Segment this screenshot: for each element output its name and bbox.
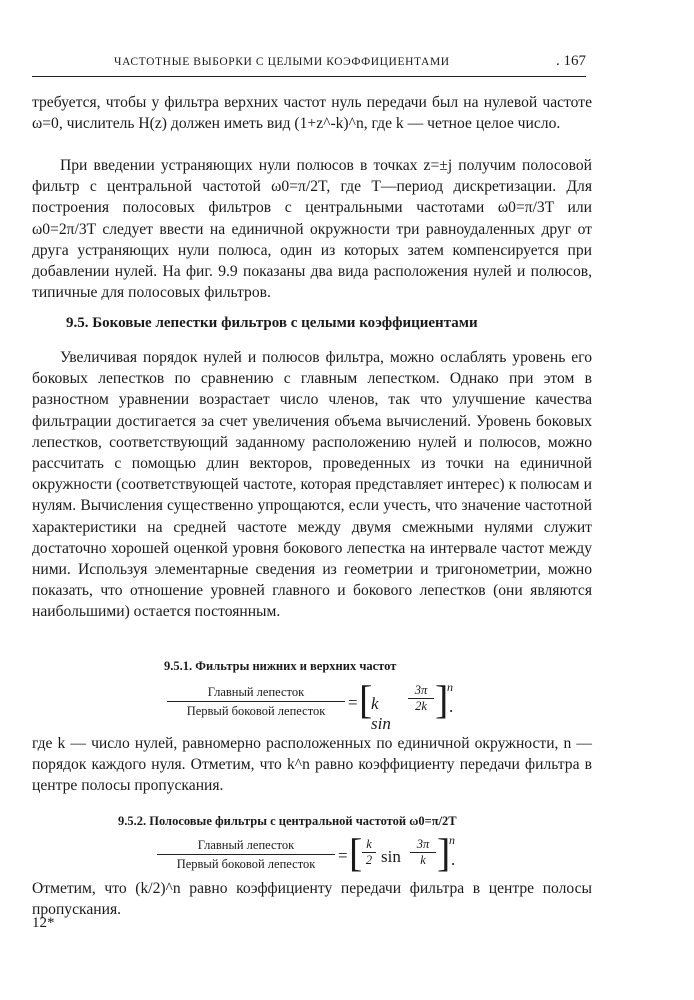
formula1-equals: = — [348, 693, 358, 712]
subsection-heading-bandpass: 9.5.2. Полосовые фильтры с центральной частотой ω0=π/2T — [118, 814, 457, 828]
subsection-heading-lowpass-highpass: 9.5.1. Фильтры нижних и верхних частот — [164, 659, 397, 673]
formula2-angle-den: k — [410, 852, 436, 868]
signature-mark: 12* — [32, 915, 55, 931]
formula2-period: . — [451, 850, 456, 869]
page-number: . 167 — [556, 53, 586, 69]
formula2-equals: = — [338, 846, 348, 865]
paragraph-bandpass-intro: При введении устраняющих нули полюсов в точках z=±j получим полосовой фильтр с центральной частотой ω0=π/2T, где T—период дискретизации. Для построения полосовых фильтров с центральными частотами ω0=π/3T или ω0=2π/3T следует ввести на единичной окружности три равноудаленных друг от друга устраняющих нули полюса, один из которых затем компенсируется при добавлении нулей. На фиг. 9.9 показаны два вида расположения нулей и полюсов, типичные для полосовых фильтров. — [32, 157, 592, 302]
formula1-numerator: Главный лепесток — [207, 685, 305, 699]
running-header — [32, 52, 586, 77]
formula1-ratio — [167, 685, 345, 719]
formula1-right-bracket: ] — [435, 677, 449, 722]
formula1-denominator: Первый боковой лепесток — [167, 701, 345, 719]
formula2-angle-num: 3π — [416, 837, 430, 851]
formula1-angle-num: 3π — [414, 683, 428, 697]
formula2-ratio — [157, 838, 335, 872]
formula1-exponent: n — [447, 680, 453, 694]
formula2-angle — [410, 837, 436, 868]
formula1-ksin: k sin — [371, 694, 391, 733]
formula2-right-bracket: ] — [437, 830, 451, 875]
formula1-angle-den: 2k — [408, 698, 434, 714]
formula2-coef-den: 2 — [362, 852, 376, 868]
formula2-coef-num: k — [366, 837, 372, 851]
formula2-numerator: Главный лепесток — [197, 838, 295, 852]
paragraph-continuation: требуется, чтобы у фильтра верхних частот нуль передачи был на нулевой частоте ω=0, числитель H(z) должен иметь вид (1+z^-k)^n, где k — четное целое число. — [32, 94, 592, 133]
paragraph-sidelobes: Увеличивая порядок нулей и полюсов фильтра, можно ослаблять уровень его боковых лепестков по сравнению с главным лепестком. Однако при этом в разностном уравнении возрастает число членов, так что улучшение качества фильтрации достигается за счет увеличения объема вычислений. Уровень боковых лепестков, соответствующий заданному расположению нулей и полюсов, можно рассчитать с помощью длин векторов, проведенных из точки на единичной окружности (соответствующей частоте, которая представляет интерес) к полюсам и нулям. Вычисления существенно упрощаются, если учесть, что значение частотной характеристики на средней частоте между двумя смежными нулями служит достаточно хорошей оценкой уровня бокового лепестка на интервале частот между ними. Используя элементарные сведения из геометрии и тригонометрии, можно показать, что отношение уровней главного и бокового лепестков (они являются наибольшими) остается постоянным. — [32, 349, 592, 621]
formula1-left-bracket: [ — [359, 677, 373, 722]
formula2-denominator: Первый боковой лепесток — [157, 854, 335, 872]
formula1-period: . — [449, 697, 454, 716]
formula2-coefficient — [362, 837, 376, 868]
running-title: ЧАСТОТНЫЕ ВЫБОРКИ С ЦЕЛЫМИ КОЭФФИЦИЕНТАМИ — [114, 56, 450, 68]
formula2-sin: sin — [381, 847, 401, 866]
paragraph-lowpass-notes: где k — число нулей, равномерно расположенных по единичной окружности, n — порядок каждого нуля. Отметим, что k^n равно коэффициенту передачи фильтра в центре полосы пропускания. — [32, 735, 592, 795]
paragraph-bandpass-notes: Отметим, что (k/2)^n равно коэффициенту передачи фильтра в центре полосы пропускания. — [32, 880, 592, 919]
section-heading: 9.5. Боковые лепестки фильтров с целыми коэффициентами — [66, 315, 478, 331]
formula2-left-bracket: [ — [349, 830, 363, 875]
formula1-angle — [408, 683, 434, 714]
formula2-exponent: n — [449, 833, 455, 847]
